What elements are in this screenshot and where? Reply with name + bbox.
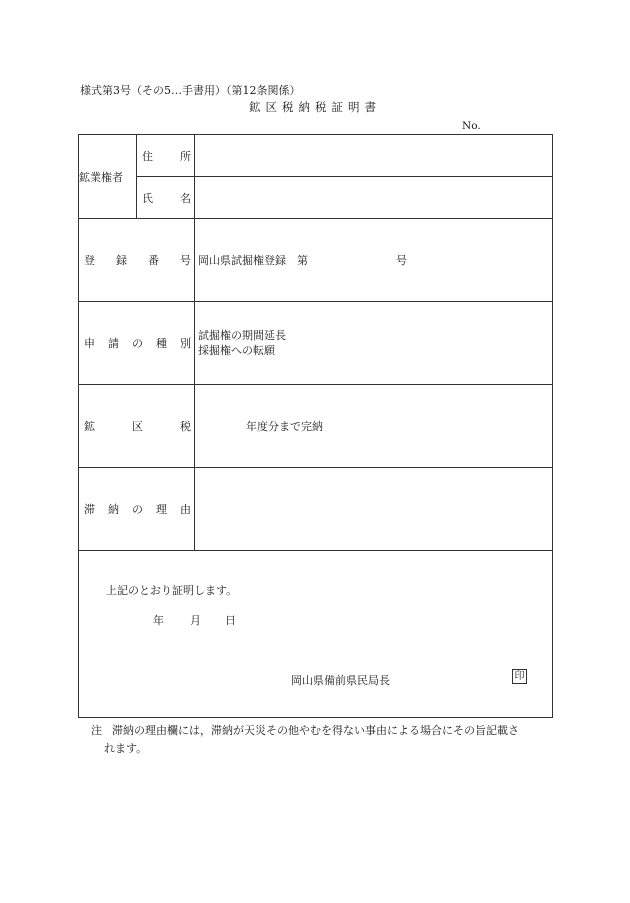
option-period-extension: 試掘権の期間延長 [198, 329, 286, 342]
date-year-label: 年 [153, 614, 164, 627]
address-label: 住 所 [137, 135, 195, 177]
date-day-label: 日 [225, 614, 236, 627]
certification-block [79, 551, 553, 718]
date-month-label: 月 [190, 614, 201, 627]
registration-number-label: 登 録 番 号 [79, 219, 195, 302]
footnote-line-1: 滞納の理由欄には，滞納が天災その他やむを得ない事由による場合にその旨記載さ [112, 724, 519, 737]
certificate-form-table [78, 134, 553, 718]
address-field[interactable] [195, 135, 553, 177]
delinquency-reason-label: 滞 納 の 理 由 [79, 468, 195, 551]
footnote-line-2: れます。 [104, 742, 148, 755]
footnote [91, 722, 556, 758]
document-title: 鉱区税納税証明書 [249, 100, 381, 114]
mining-area-tax-label: 鉱 区 税 [79, 385, 195, 468]
registration-suffix: 号 [396, 253, 407, 267]
seal-stamp: 印 [512, 669, 527, 684]
option-transfer-to-mining-right: 採掘権への転願 [198, 344, 275, 357]
document-number-label: No. [462, 120, 481, 132]
name-field[interactable] [195, 177, 553, 219]
delinquency-reason-field[interactable] [195, 468, 553, 551]
registration-number-blank [308, 253, 396, 268]
tax-paid-through-year: 年度分まで完納 [246, 420, 323, 433]
application-type-field[interactable] [195, 302, 553, 385]
certification-statement: 上記のとおり証明します。 [106, 584, 238, 597]
issuer-title: 岡山県備前県民局長 [291, 674, 390, 687]
application-type-label: 申 請 の 種 別 [79, 302, 195, 385]
footnote-prefix: 注 [91, 724, 102, 737]
registration-number-field[interactable] [195, 219, 553, 302]
name-label: 氏 名 [137, 177, 195, 219]
form-number-header: 様式第3号（その5…手書用）（第12条関係） [80, 84, 301, 97]
mining-area-tax-field[interactable] [195, 385, 553, 468]
registration-prefix: 岡山県試掘権登録 第 [198, 253, 308, 267]
mining-right-holder-label: 鉱業権者 [79, 135, 137, 219]
